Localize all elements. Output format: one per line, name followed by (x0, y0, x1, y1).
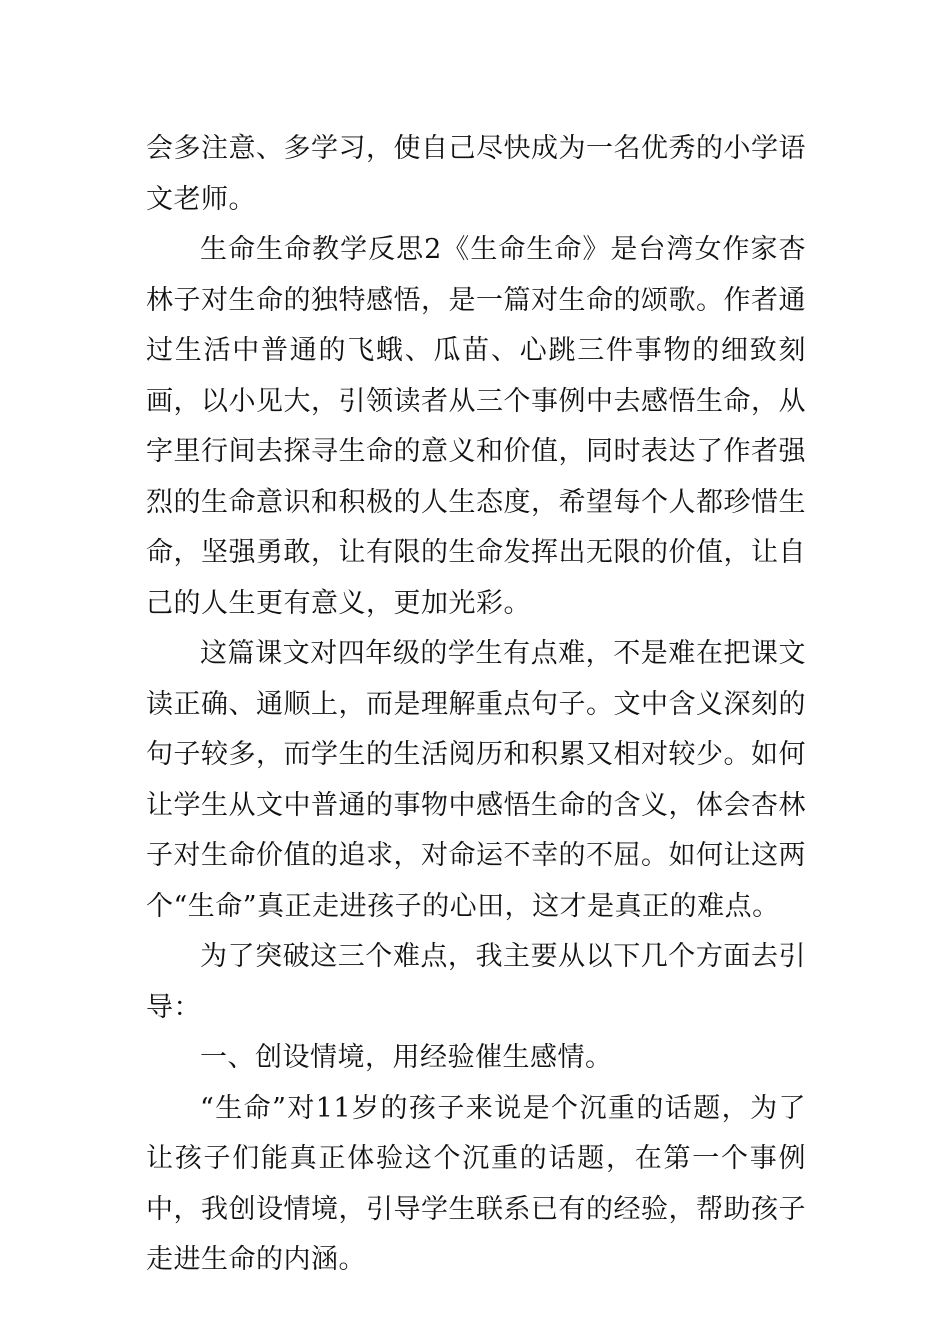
paragraph-3: 这篇课文对四年级的学生有点难，不是难在把课文读正确、通顺上，而是理解重点句子。文中含义深刻的句子较多，而学生的生活阅历和积累又相对较少。如何让学生从文中普通的事物中感悟生命的含义，体会杏林子对生命价值的追求，对命运不幸的不屈。如何让这两个“生命”真正走进孩子的心田，这才是真正的难点。 (146, 638, 806, 922)
paragraph-4: 为了突破这三个难点，我主要从以下几个方面去引导： (146, 941, 806, 1023)
paragraph-5: 一、创设情境，用经验催生感情。 (200, 1042, 613, 1073)
paragraph-6: “生命”对11岁的孩子来说是个沉重的话题，为了让孩子们能真正体验这个沉重的话题，在第一个事例中，我创设情境，引导学生联系已有的经验，帮助孩子走进生命的内涵。 (146, 1092, 806, 1275)
paragraph-1: 会多注意、多学习，使自己尽快成为一名优秀的小学语文老师。 (146, 133, 806, 215)
document-body (146, 124, 806, 1286)
paragraph-2: 生命生命教学反思2《生命生命》是台湾女作家杏林子对生命的独特感悟，是一篇对生命的颂歌。作者通过生活中普通的飞蛾、瓜苗、心跳三件事物的细致刻画，以小见大，引领读者从三个事例中去感悟生命，从字里行间去探寻生命的意义和价值，同时表达了作者强烈的生命意识和积极的人生态度，希望每个人都珍惜生命，坚强勇敢，让有限的生命发挥出无限的价值，让自己的人生更有意义，更加光彩。 (146, 234, 806, 619)
